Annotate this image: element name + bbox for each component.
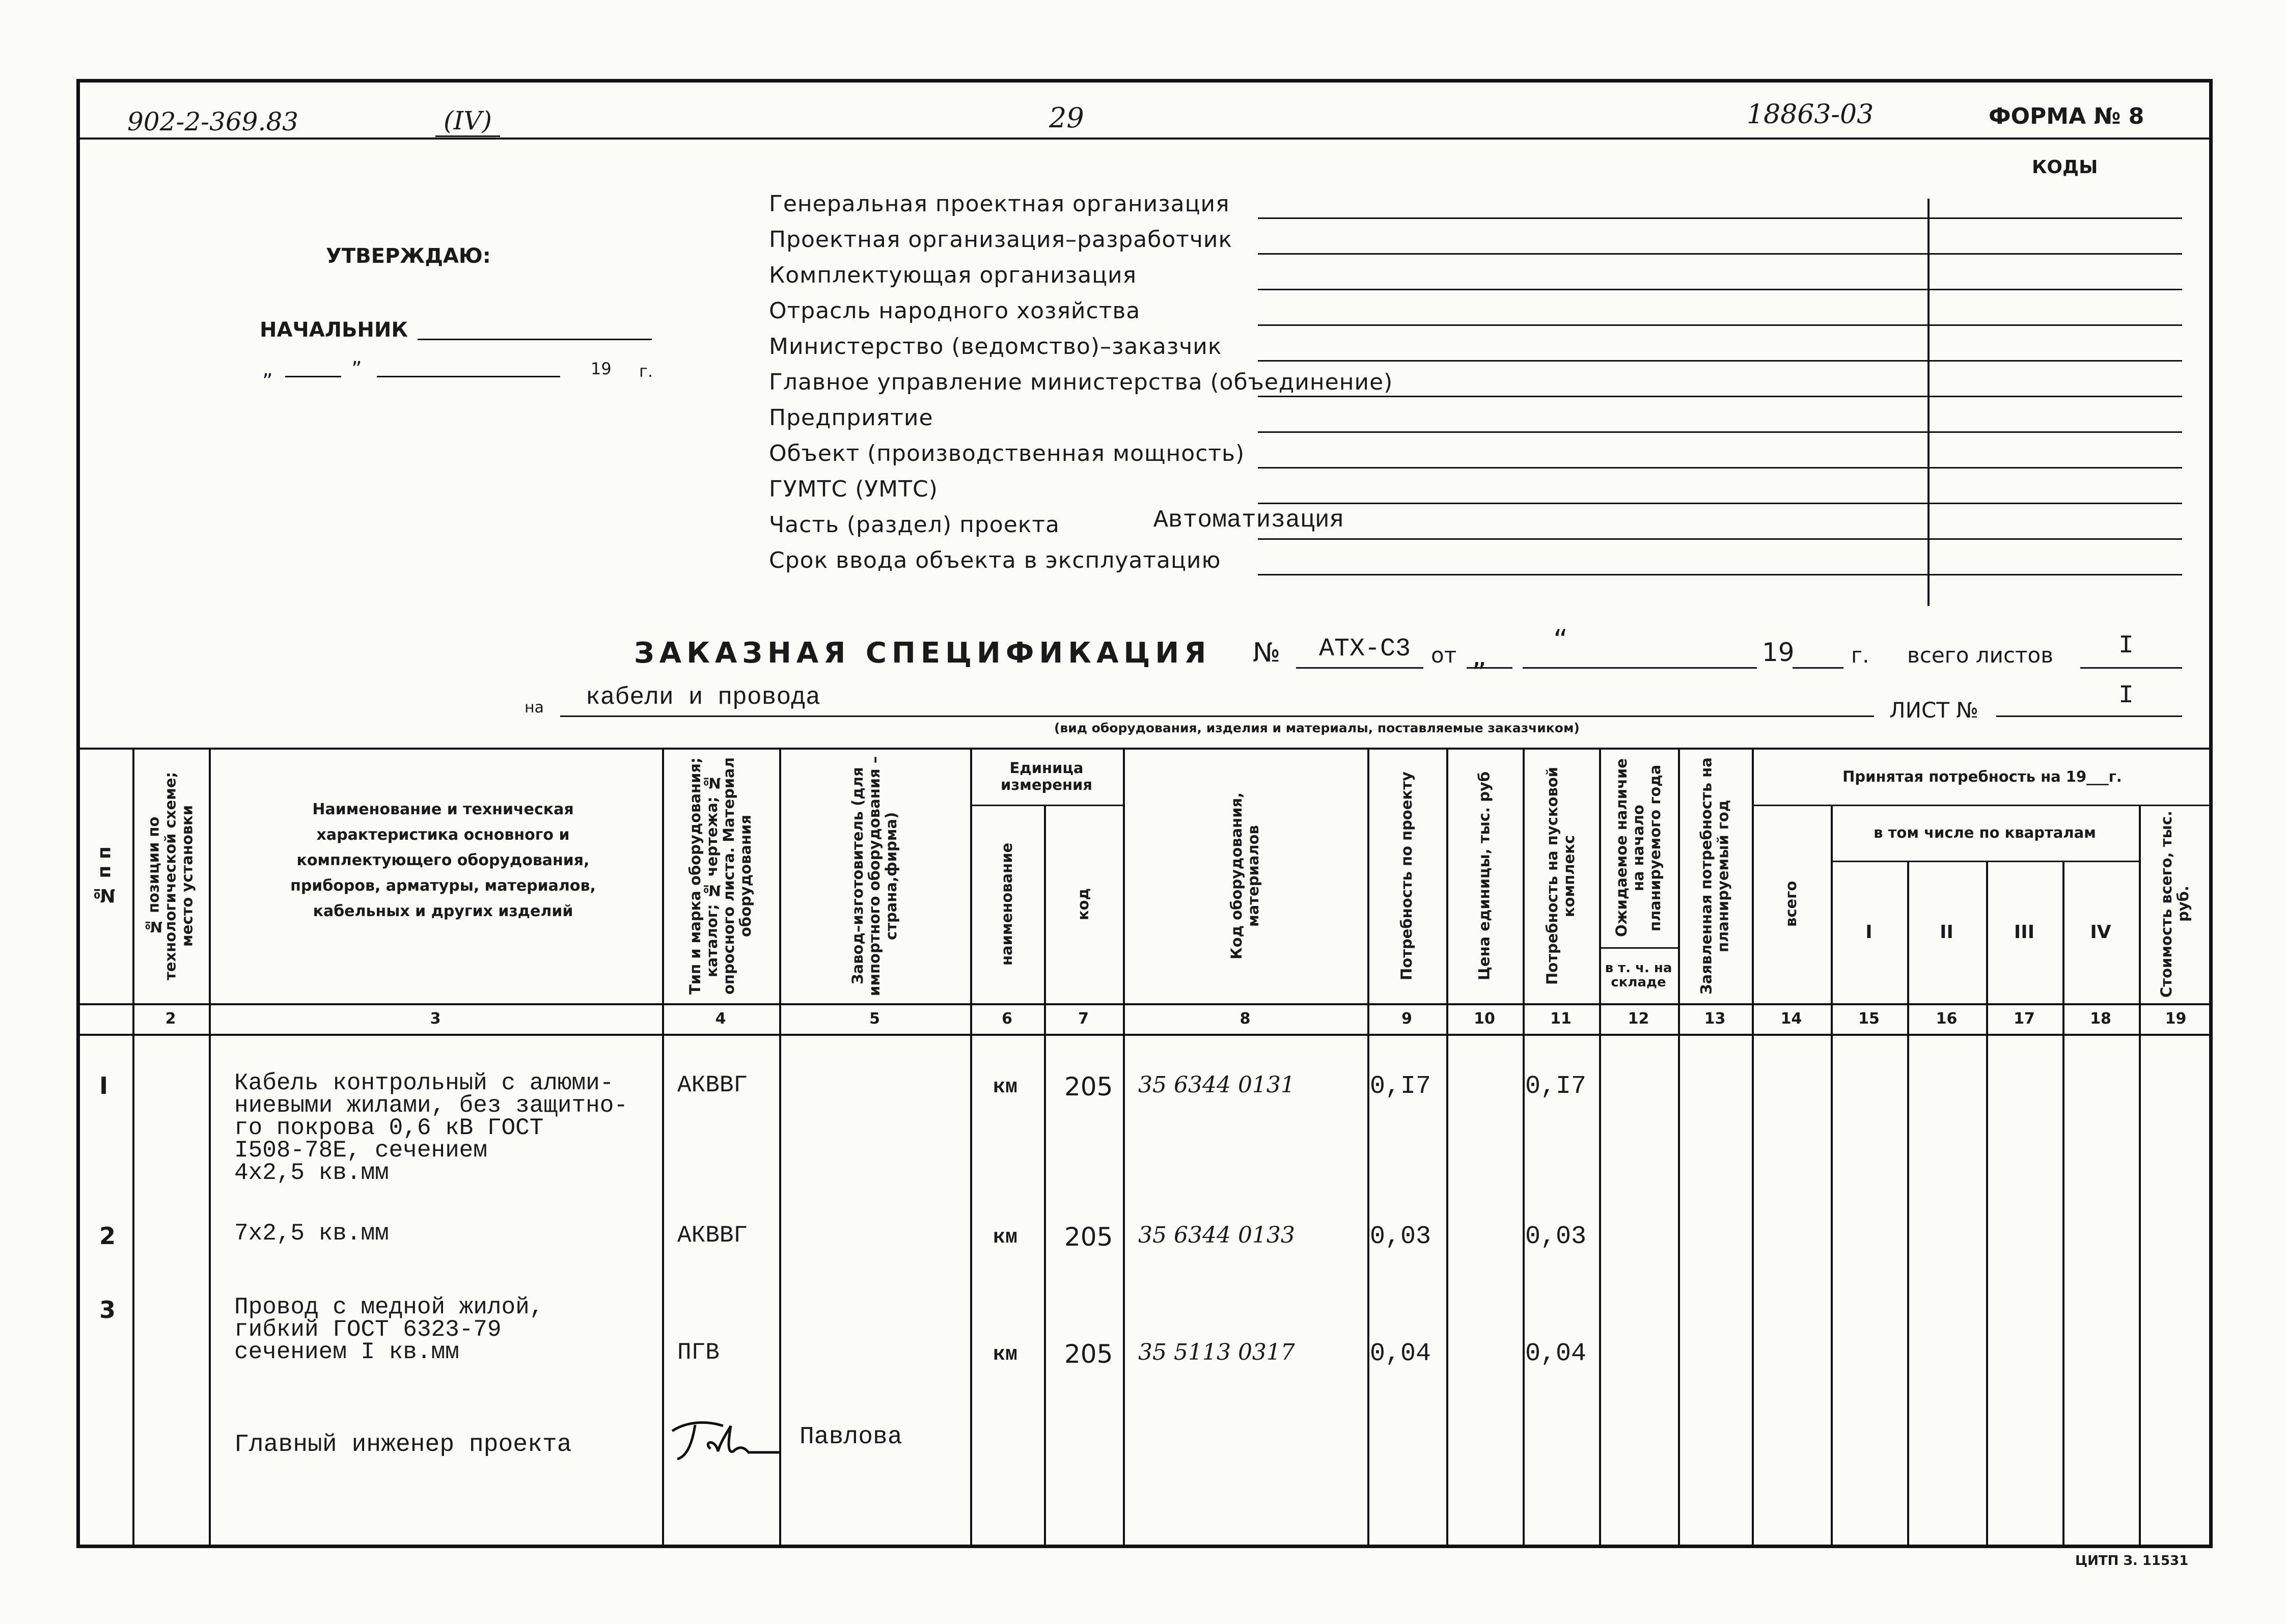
row-number: 2 <box>99 1222 116 1250</box>
col-header-18: IV <box>2090 921 2111 943</box>
column-number: 11 <box>1550 1010 1572 1028</box>
org-field-line <box>1258 396 2182 397</box>
sheets-total: I <box>2118 631 2134 660</box>
row-description-line: 4х2,5 кв.мм <box>234 1160 389 1186</box>
date-day-line <box>285 376 341 377</box>
org-field-label: Часть (раздел) проекта <box>769 512 1060 538</box>
year-suffix: г. <box>639 362 653 381</box>
org-field-line <box>1258 217 2182 219</box>
subject-line <box>560 715 1874 717</box>
row-launch-need: 0,03 <box>1525 1222 1587 1251</box>
row-description <box>234 1072 628 1184</box>
row-need: 0,04 <box>1370 1339 1431 1368</box>
column-number: 8 <box>1240 1010 1251 1028</box>
row-material-code: 35 6344 0131 <box>1138 1072 1295 1098</box>
accepted-group-header: Принятая потребность на 19___г. <box>1842 767 2122 785</box>
year-prefix: 19 <box>591 359 612 378</box>
signature-role: Главный инженер проекта <box>234 1431 572 1458</box>
codes-label: КОДЫ <box>2032 157 2098 178</box>
col-header-12b: в т. ч. на складе <box>1605 960 1672 990</box>
sheet-number-line <box>1996 715 2182 717</box>
col-header-2: № позиции по технологической схеме; место установки <box>145 772 196 980</box>
col-header-3: Наименование и техническая характеристика основного и комплектующего оборудования, приборов, арматуры, материалов, кабельных и других изделий <box>290 801 596 920</box>
column-number: 16 <box>1936 1010 1958 1028</box>
column-number: 15 <box>1858 1010 1880 1028</box>
col-header-6: наименование <box>998 842 1015 966</box>
column-number: 4 <box>715 1010 726 1028</box>
header-divider <box>76 137 2213 140</box>
row-type: ПГВ <box>677 1339 720 1366</box>
org-field-label: Предприятие <box>769 405 933 431</box>
column-number: 13 <box>1704 1010 1726 1028</box>
org-field-label: Министерство (ведомство)–заказчик <box>769 334 1222 360</box>
spec-quote-open: “ <box>1553 624 1568 657</box>
row-unit: км <box>993 1343 1018 1366</box>
row-type: АКВВГ <box>677 1072 748 1098</box>
roman-numeral: (IV) <box>435 106 500 137</box>
row-unit: км <box>993 1076 1018 1099</box>
row-material-code: 35 5113 0317 <box>1138 1339 1295 1365</box>
column-number: 14 <box>1780 1010 1802 1028</box>
col-header-7: код <box>1075 888 1092 920</box>
sheets-total-line <box>2080 667 2182 669</box>
subject-note: (вид оборудования, изделия и материалы, поставляемые заказчиком) <box>1054 721 1580 735</box>
column-number: 10 <box>1474 1010 1495 1028</box>
approve-label: УТВЕРЖДАЮ: <box>326 244 491 268</box>
col-header-16: II <box>1940 921 1953 943</box>
codes-column-divider <box>1927 199 1930 606</box>
row-description-line: Кабель контрольный с алюми- <box>234 1070 614 1096</box>
handwritten-signature <box>667 1411 784 1467</box>
col-header-15: I <box>1865 921 1872 943</box>
chief-signature-line <box>418 339 652 340</box>
col-header-9: Потребность по проекту <box>1398 772 1415 980</box>
spec-from-label: от <box>1431 643 1457 668</box>
row-description-line: I508-78Е, сечением <box>234 1137 487 1164</box>
spec-month-line <box>1523 667 1757 669</box>
printer-stamp: ЦИТП З. 11531 <box>2075 1553 2189 1568</box>
org-field-line <box>1258 503 2182 504</box>
col-header-17: III <box>2014 921 2035 943</box>
quarters-group-header: в том числе по кварталам <box>1874 823 2096 841</box>
row-description-line: ниевыми жилами, без защитно- <box>234 1092 628 1119</box>
column-number: 6 <box>1002 1010 1012 1028</box>
row-description-line: сечением I кв.мм <box>234 1339 459 1365</box>
spec-subject: кабели и провода <box>586 684 820 711</box>
spec-quote-close: ” <box>1472 657 1487 690</box>
org-field-line <box>1258 538 2182 540</box>
signature-name: Павлова <box>800 1423 902 1451</box>
spec-year-suffix: г. <box>1851 643 1869 668</box>
column-number: 2 <box>165 1010 176 1028</box>
org-field-line <box>1258 360 2182 362</box>
spec-number-line <box>1296 667 1423 669</box>
row-unit: км <box>993 1226 1018 1249</box>
org-field-line <box>1258 467 2182 469</box>
column-number: 18 <box>2090 1010 2111 1028</box>
org-field-label: Отрасль народного хозяйства <box>769 298 1141 324</box>
row-description-line: Провод с медной жилой, <box>234 1294 544 1320</box>
org-field-label: Объект (производственная мощность) <box>769 441 1245 466</box>
row-material-code: 35 6344 0133 <box>1138 1222 1295 1248</box>
spec-number-label: № <box>1253 638 1281 668</box>
doc-code: 902-2-369.83 <box>127 107 298 136</box>
spec-number: АТХ-С3 <box>1319 635 1411 664</box>
col-header-5: Завод–изготовитель (для импортного оборудования –страна,фирма) <box>849 756 900 996</box>
col-header-14: всего <box>1782 880 1800 927</box>
col-header-8: Код оборудования, материалов <box>1228 792 1262 960</box>
date-quote-close: ” <box>351 357 362 381</box>
col-header-13: Заявленная потребность на планируемый год <box>1697 757 1732 995</box>
col-header-19: Стоимость всего, тыс. руб. <box>2158 810 2192 998</box>
column-number: 19 <box>2165 1010 2187 1028</box>
col-header-12: Ожидаемое наличие на начало планируемого года <box>1613 758 1664 938</box>
spec-year-prefix: 19 <box>1762 638 1795 667</box>
column-number: 12 <box>1628 1010 1649 1028</box>
chief-label: НАЧАЛЬНИК <box>260 318 408 342</box>
row-unit-code: 205 <box>1064 1222 1113 1252</box>
org-field-line <box>1258 431 2182 433</box>
sheet-number-label: ЛИСТ № <box>1889 698 1979 723</box>
col-header-11: Потребность на пусковой комплекс <box>1544 766 1578 985</box>
row-description-line: гибкий ГОСТ 6323-79 <box>234 1316 502 1343</box>
spec-year-line <box>1793 667 1843 669</box>
inventory-number: 18863-03 <box>1747 99 1874 130</box>
row-number: 3 <box>99 1296 116 1324</box>
org-field-line <box>1258 574 2182 575</box>
org-field-label: Генеральная проектная организация <box>769 191 1230 217</box>
org-field-line <box>1258 324 2182 326</box>
row-unit-code: 205 <box>1064 1072 1113 1102</box>
column-number: 7 <box>1078 1010 1089 1028</box>
row-description-line: 7х2,5 кв.мм <box>234 1220 389 1247</box>
spec-title: ЗАКАЗНАЯ СПЕЦИФИКАЦИЯ <box>634 637 1211 670</box>
col-header-1: № п п <box>94 846 115 905</box>
subject-on-label: на <box>525 699 544 717</box>
sheet-number: I <box>2118 681 2134 710</box>
column-number: 5 <box>869 1010 880 1028</box>
org-field-label: ГУМТС (УМТС) <box>769 476 938 502</box>
row-number: I <box>99 1072 108 1099</box>
form-number: ФОРМА № 8 <box>1989 103 2144 129</box>
org-field-line <box>1258 289 2182 290</box>
sheets-total-label: всего листов <box>1907 643 2053 668</box>
row-description-line: го покрова 0,6 кВ ГОСТ <box>234 1115 544 1141</box>
row-need: 0,03 <box>1370 1222 1431 1251</box>
org-field-label: Проектная организация–разработчик <box>769 227 1233 253</box>
org-field-line <box>1258 253 2182 255</box>
row-launch-need: 0,04 <box>1525 1339 1587 1368</box>
column-number: 9 <box>1401 1010 1412 1028</box>
org-field-label: Главное управление министерства (объединение) <box>769 369 1393 395</box>
org-field-value: Автоматизация <box>1153 507 1344 534</box>
row-description <box>234 1296 543 1363</box>
column-number: 17 <box>2014 1010 2035 1028</box>
row-need: 0,I7 <box>1370 1072 1431 1101</box>
row-launch-need: 0,I7 <box>1525 1072 1587 1101</box>
column-number: 3 <box>430 1010 441 1028</box>
row-type: АКВВГ <box>677 1222 748 1249</box>
page-number: 29 <box>1049 102 1084 134</box>
date-month-line <box>377 376 560 377</box>
row-unit-code: 205 <box>1064 1339 1113 1369</box>
org-field-label: Комплектующая организация <box>769 262 1137 288</box>
date-quote-open: „ <box>262 357 273 381</box>
row-description <box>234 1222 389 1245</box>
col-header-4: Тип и марка оборудования; каталог; № чертежа; № опросного листа. Материал оборудования <box>686 757 754 995</box>
unit-group-header: Единица измерения <box>1001 759 1092 793</box>
col-header-10: Цена единицы, тыс. руб <box>1475 771 1493 981</box>
org-field-label: Срок ввода объекта в эксплуатацию <box>769 547 1221 573</box>
